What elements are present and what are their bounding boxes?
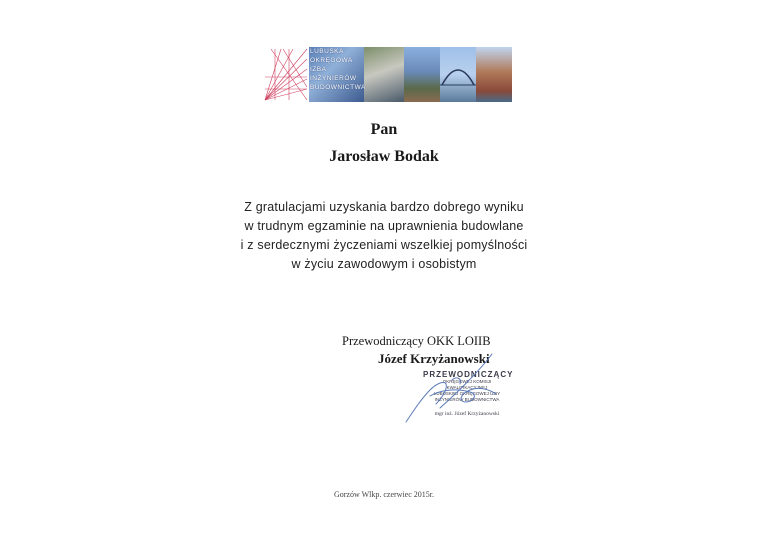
banner-text-line: INŻYNIERÓW bbox=[310, 75, 357, 82]
banner-photo-bridge bbox=[440, 47, 476, 102]
handwritten-signature bbox=[400, 350, 514, 425]
stamp-heading: PRZEWODNICZĄCY bbox=[423, 370, 514, 379]
banner-organization-name bbox=[310, 47, 380, 92]
banner-text-line: IZBA bbox=[310, 66, 327, 73]
stamp-line: LUBUSKIEJ OKRĘGOWEJ IZBY INŻYNIERÓW BUDOWNICTWA bbox=[433, 391, 501, 402]
banner-text-line: OKRĘGOWA bbox=[310, 57, 353, 64]
banner-photo-3 bbox=[404, 47, 440, 102]
stamp-line: OKRĘGOWEJ KOMISJI KWALIFIKACYJNEJ bbox=[442, 379, 492, 390]
wish-line: w życiu zawodowym i osobistym bbox=[291, 257, 477, 271]
addressee-name: Jarosław Bodak bbox=[329, 148, 439, 165]
signatory-title: Przewodniczący OKK LOIIB bbox=[342, 334, 491, 348]
drawing-lines-graphic bbox=[263, 47, 309, 102]
signatory-name: Józef Krzyżanowski bbox=[378, 351, 490, 366]
wish-line: w trudnym egzaminie na uprawnienia budowlane bbox=[244, 219, 524, 233]
header-banner bbox=[263, 47, 512, 102]
banner-photo-building bbox=[476, 47, 512, 102]
wish-line: Z gratulacjami uzyskania bardzo dobrego wyniku bbox=[244, 200, 524, 214]
addressee-title: Pan bbox=[370, 121, 398, 138]
stamp-signer: mgr inż. Józef Krzyżanowski bbox=[434, 411, 500, 417]
wish-line: i z serdecznymi życzeniami wszelkiej pomyślności bbox=[240, 238, 528, 252]
banner-text-line: BUDOWNICTWA bbox=[310, 84, 366, 91]
place-and-date: Gorzów Wlkp. czerwiec 2015r. bbox=[333, 490, 435, 499]
banner-text-line: LUBUSKA bbox=[310, 48, 344, 55]
